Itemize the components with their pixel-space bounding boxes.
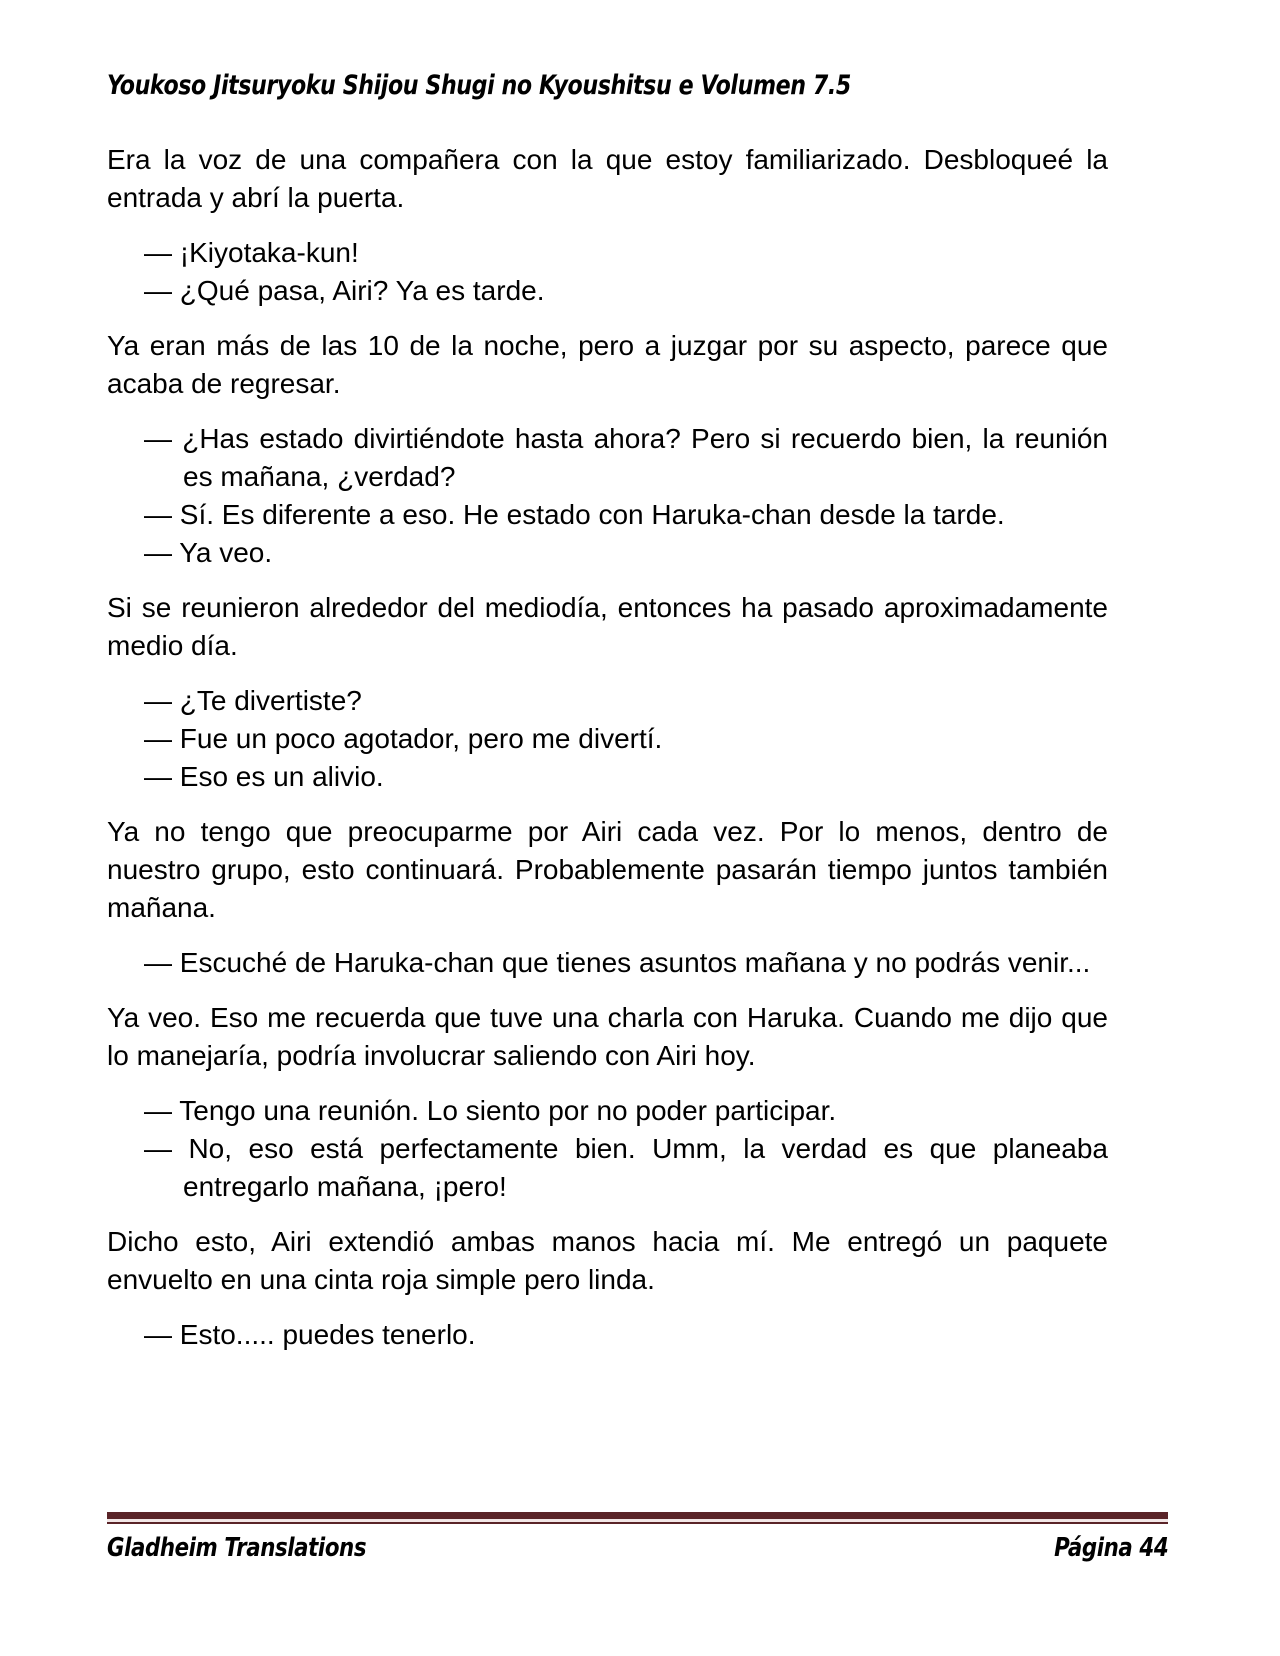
footer-divider-thick-line xyxy=(107,1512,1168,1519)
dialogue-line: — ¿Qué pasa, Airi? Ya es tarde. xyxy=(144,275,545,306)
page-footer xyxy=(107,1512,1168,1563)
dialogue-line: — ¿Te divertiste? xyxy=(144,685,362,716)
translator-credit: Gladheim Translations xyxy=(107,1533,367,1563)
dialogue-block xyxy=(107,420,1108,572)
paragraph: Ya veo. Eso me recuerda que tuve una charla con Haruka. Cuando me dijo que lo manejaría, podría involucrar saliendo con Airi hoy. xyxy=(107,1002,1108,1071)
page-body xyxy=(107,124,1108,1371)
paragraph: Ya no tengo que preocuparme por Airi cada vez. Por lo menos, dentro de nuestro grupo, esto continuará. Probablemente pasarán tiempo juntos también mañana. xyxy=(107,816,1108,923)
paragraph: Era la voz de una compañera con la que estoy familiarizado. Desbloqueé la entrada y abrí la puerta. xyxy=(107,144,1108,213)
dialogue-block xyxy=(107,234,1108,310)
dialogue-line: — Ya veo. xyxy=(144,537,273,568)
dialogue-line: — Tengo una reunión. Lo siento por no poder participar. xyxy=(144,1095,837,1126)
paragraph: Dicho esto, Airi extendió ambas manos hacia mí. Me entregó un paquete envuelto en una cinta roja simple pero linda. xyxy=(107,1226,1108,1295)
footer-divider xyxy=(107,1512,1168,1524)
dialogue-line: — ¡Kiyotaka-kun! xyxy=(144,237,359,268)
footer-text-row xyxy=(107,1533,1168,1563)
book-title: Youkoso Jitsuryoku Shijou Shugi no Kyoushitsu e Volumen 7.5 xyxy=(107,70,851,101)
dialogue-line: — No, eso está perfectamente bien. Umm, la verdad es que planeaba entregarlo mañana, ¡pero! xyxy=(144,1133,1108,1202)
dialogue-line: — ¿Has estado divirtiéndote hasta ahora? Pero si recuerdo bien, la reunión es mañana, ¿verdad? xyxy=(144,423,1108,492)
footer-divider-thin-line xyxy=(107,1522,1168,1524)
dialogue-block xyxy=(107,1092,1108,1206)
dialogue-block xyxy=(107,1316,1108,1354)
dialogue-line: — Eso es un alivio. xyxy=(144,761,384,792)
dialogue-line: — Fue un poco agotador, pero me divertí. xyxy=(144,723,663,754)
page-number: Página 44 xyxy=(1053,1533,1168,1563)
paragraph: Si se reunieron alrededor del mediodía, entonces ha pasado aproximadamente medio día. xyxy=(107,592,1108,661)
dialogue-line: — Escuché de Haruka-chan que tienes asuntos mañana y no podrás venir... xyxy=(144,947,1091,978)
dialogue-line: — Esto..... puedes tenerlo. xyxy=(144,1319,476,1350)
page-header xyxy=(107,70,1168,101)
dialogue-block xyxy=(107,682,1108,796)
dialogue-block xyxy=(107,944,1108,982)
paragraph: Ya eran más de las 10 de la noche, pero a juzgar por su aspecto, parece que acaba de regresar. xyxy=(107,330,1108,399)
dialogue-line: — Sí. Es diferente a eso. He estado con Haruka-chan desde la tarde. xyxy=(144,499,1005,530)
